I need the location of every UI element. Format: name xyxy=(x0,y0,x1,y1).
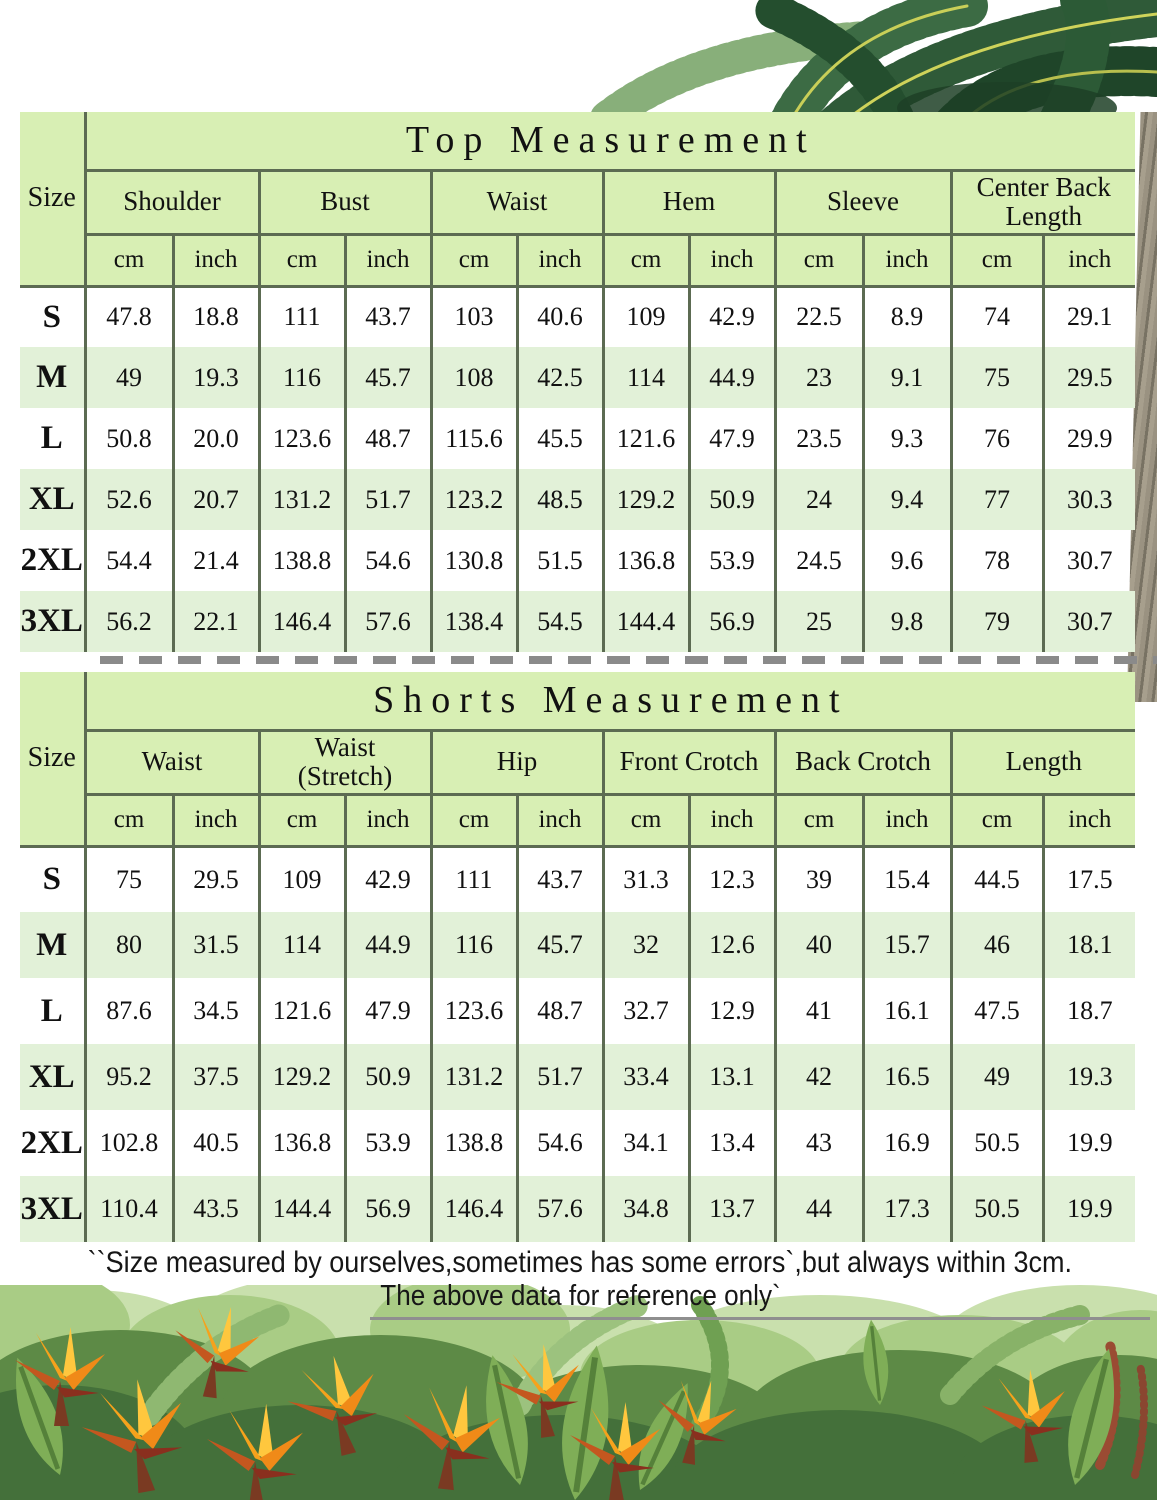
unit-inch-3: inch xyxy=(689,794,775,846)
value-cell: 15.4 xyxy=(863,846,951,912)
value-cell: 123.6 xyxy=(259,408,345,469)
unit-inch-0: inch xyxy=(173,794,259,846)
value-cell: 116 xyxy=(259,347,345,408)
value-cell: 20.0 xyxy=(173,408,259,469)
value-cell: 29.5 xyxy=(1043,347,1135,408)
value-cell: 22.5 xyxy=(775,286,863,347)
group-header-5: Center Back Length xyxy=(951,170,1135,234)
value-cell: 87.6 xyxy=(85,978,173,1044)
unit-inch-3: inch xyxy=(689,234,775,286)
value-cell: 76 xyxy=(951,408,1043,469)
footer-underline xyxy=(370,1317,1150,1320)
unit-cm-1: cm xyxy=(259,234,345,286)
table-row-M xyxy=(20,912,1135,978)
title-row xyxy=(20,672,1135,730)
value-cell: 48.7 xyxy=(517,978,603,1044)
value-cell: 114 xyxy=(259,912,345,978)
value-cell: 19.9 xyxy=(1043,1176,1135,1242)
value-cell: 44.9 xyxy=(689,347,775,408)
value-cell: 43 xyxy=(775,1110,863,1176)
value-cell: 121.6 xyxy=(259,978,345,1044)
footer-line-1-text: ``Size measured by ourselves,sometimes has some errors`,but always within 3cm. xyxy=(87,1246,1073,1279)
value-cell: 80 xyxy=(85,912,173,978)
value-cell: 56.2 xyxy=(85,591,173,652)
value-cell: 21.4 xyxy=(173,530,259,591)
value-cell: 42.9 xyxy=(689,286,775,347)
value-cell: 12.6 xyxy=(689,912,775,978)
value-cell: 146.4 xyxy=(259,591,345,652)
value-cell: 22.1 xyxy=(173,591,259,652)
value-cell: 53.9 xyxy=(345,1110,431,1176)
value-cell: 109 xyxy=(603,286,689,347)
value-cell: 45.7 xyxy=(345,347,431,408)
size-table-0 xyxy=(20,112,1135,652)
size-label-XL: XL xyxy=(28,481,75,517)
table-row-M xyxy=(20,347,1135,408)
table-row-L xyxy=(20,978,1135,1044)
size-label-XL: XL xyxy=(28,1058,75,1095)
value-cell: 110.4 xyxy=(85,1176,173,1242)
value-cell: 23.5 xyxy=(775,408,863,469)
size-label-S: S xyxy=(42,861,61,898)
size-label-2XL: 2XL xyxy=(20,1124,83,1161)
group-header-0: Shoulder xyxy=(85,170,259,234)
value-cell: 50.5 xyxy=(951,1176,1043,1242)
value-cell: 57.6 xyxy=(345,591,431,652)
value-cell: 34.5 xyxy=(173,978,259,1044)
value-cell: 30.7 xyxy=(1043,591,1135,652)
value-cell: 75 xyxy=(85,846,173,912)
value-cell: 42 xyxy=(775,1044,863,1110)
value-cell: 19.3 xyxy=(173,347,259,408)
table-row-S xyxy=(20,286,1135,347)
value-cell: 19.9 xyxy=(1043,1110,1135,1176)
group-header-2: Hip xyxy=(431,730,603,794)
value-cell: 19.3 xyxy=(1043,1044,1135,1110)
footer-line-2 xyxy=(25,1280,1135,1312)
value-cell: 41 xyxy=(775,978,863,1044)
size-label-M: M xyxy=(36,926,68,963)
value-cell: 16.9 xyxy=(863,1110,951,1176)
value-cell: 9.3 xyxy=(863,408,951,469)
value-cell: 121.6 xyxy=(603,408,689,469)
value-cell: 43.7 xyxy=(345,286,431,347)
value-cell: 50.9 xyxy=(689,469,775,530)
value-cell: 12.3 xyxy=(689,846,775,912)
table-title: Top Measurement xyxy=(85,112,1135,170)
group-header-2: Waist xyxy=(431,170,603,234)
value-cell: 9.8 xyxy=(863,591,951,652)
value-cell: 24 xyxy=(775,469,863,530)
value-cell: 45.5 xyxy=(517,408,603,469)
value-cell: 13.7 xyxy=(689,1176,775,1242)
value-cell: 20.7 xyxy=(173,469,259,530)
value-cell: 33.4 xyxy=(603,1044,689,1110)
value-cell: 43.7 xyxy=(517,846,603,912)
unit-cm-2: cm xyxy=(431,794,517,846)
value-cell: 9.1 xyxy=(863,347,951,408)
group-header-4: Back Crotch xyxy=(775,730,951,794)
value-cell: 77 xyxy=(951,469,1043,530)
unit-inch-0: inch xyxy=(173,234,259,286)
unit-inch-4: inch xyxy=(863,794,951,846)
value-cell: 56.9 xyxy=(689,591,775,652)
value-cell: 18.8 xyxy=(173,286,259,347)
value-cell: 131.2 xyxy=(259,469,345,530)
dashed-divider xyxy=(100,656,1157,664)
value-cell: 129.2 xyxy=(259,1044,345,1110)
value-cell: 130.8 xyxy=(431,530,517,591)
value-cell: 114 xyxy=(603,347,689,408)
unit-row xyxy=(20,234,1135,286)
value-cell: 95.2 xyxy=(85,1044,173,1110)
value-cell: 40.5 xyxy=(173,1110,259,1176)
size-label-M: M xyxy=(36,359,68,395)
value-cell: 123.6 xyxy=(431,978,517,1044)
unit-inch-5: inch xyxy=(1043,794,1135,846)
group-header-0: Waist xyxy=(85,730,259,794)
value-cell: 79 xyxy=(951,591,1043,652)
value-cell: 13.1 xyxy=(689,1044,775,1110)
value-cell: 54.6 xyxy=(345,530,431,591)
value-cell: 116 xyxy=(431,912,517,978)
value-cell: 30.7 xyxy=(1043,530,1135,591)
value-cell: 12.9 xyxy=(689,978,775,1044)
value-cell: 44 xyxy=(775,1176,863,1242)
footer-line-1 xyxy=(25,1246,1135,1280)
value-cell: 18.7 xyxy=(1043,978,1135,1044)
group-header-5: Length xyxy=(951,730,1135,794)
unit-inch-1: inch xyxy=(345,794,431,846)
unit-cm-5: cm xyxy=(951,234,1043,286)
value-cell: 54.4 xyxy=(85,530,173,591)
value-cell: 50.9 xyxy=(345,1044,431,1110)
value-cell: 123.2 xyxy=(431,469,517,530)
value-cell: 138.8 xyxy=(431,1110,517,1176)
value-cell: 51.7 xyxy=(517,1044,603,1110)
table-row-L xyxy=(20,408,1135,469)
unit-inch-4: inch xyxy=(863,234,951,286)
value-cell: 54.5 xyxy=(517,591,603,652)
table-row-2XL xyxy=(20,530,1135,591)
unit-cm-0: cm xyxy=(85,234,173,286)
unit-inch-5: inch xyxy=(1043,234,1135,286)
size-column-header: Size xyxy=(20,672,85,846)
value-cell: 115.6 xyxy=(431,408,517,469)
table-title: Shorts Measurement xyxy=(85,672,1135,730)
value-cell: 18.1 xyxy=(1043,912,1135,978)
group-header-1: Waist (Stretch) xyxy=(259,730,431,794)
value-cell: 51.7 xyxy=(345,469,431,530)
top-measurement-table xyxy=(20,112,1137,652)
group-header-row xyxy=(20,170,1135,234)
value-cell: 136.8 xyxy=(259,1110,345,1176)
value-cell: 102.8 xyxy=(85,1110,173,1176)
value-cell: 17.3 xyxy=(863,1176,951,1242)
value-cell: 29.9 xyxy=(1043,408,1135,469)
value-cell: 23 xyxy=(775,347,863,408)
group-header-4: Sleeve xyxy=(775,170,951,234)
size-label-3XL: 3XL xyxy=(20,603,83,639)
value-cell: 34.1 xyxy=(603,1110,689,1176)
value-cell: 47.9 xyxy=(689,408,775,469)
table-row-XL xyxy=(20,1044,1135,1110)
value-cell: 47.9 xyxy=(345,978,431,1044)
value-cell: 40 xyxy=(775,912,863,978)
value-cell: 53.9 xyxy=(689,530,775,591)
value-cell: 108 xyxy=(431,347,517,408)
unit-cm-3: cm xyxy=(603,794,689,846)
value-cell: 32.7 xyxy=(603,978,689,1044)
size-label-2XL: 2XL xyxy=(20,542,83,578)
value-cell: 43.5 xyxy=(173,1176,259,1242)
value-cell: 47.5 xyxy=(951,978,1043,1044)
value-cell: 31.3 xyxy=(603,846,689,912)
value-cell: 40.6 xyxy=(517,286,603,347)
unit-cm-5: cm xyxy=(951,794,1043,846)
value-cell: 31.5 xyxy=(173,912,259,978)
value-cell: 103 xyxy=(431,286,517,347)
value-cell: 30.3 xyxy=(1043,469,1135,530)
title-row xyxy=(20,112,1135,170)
value-cell: 44.9 xyxy=(345,912,431,978)
value-cell: 131.2 xyxy=(431,1044,517,1110)
value-cell: 111 xyxy=(259,286,345,347)
group-header-row xyxy=(20,730,1135,794)
unit-cm-1: cm xyxy=(259,794,345,846)
value-cell: 56.9 xyxy=(345,1176,431,1242)
size-label-L: L xyxy=(40,992,63,1029)
shorts-measurement-table xyxy=(20,672,1137,1242)
value-cell: 146.4 xyxy=(431,1176,517,1242)
value-cell: 144.4 xyxy=(603,591,689,652)
unit-cm-0: cm xyxy=(85,794,173,846)
value-cell: 52.6 xyxy=(85,469,173,530)
group-header-3: Front Crotch xyxy=(603,730,775,794)
value-cell: 109 xyxy=(259,846,345,912)
table-row-2XL xyxy=(20,1110,1135,1176)
value-cell: 57.6 xyxy=(517,1176,603,1242)
value-cell: 17.5 xyxy=(1043,846,1135,912)
unit-inch-1: inch xyxy=(345,234,431,286)
value-cell: 74 xyxy=(951,286,1043,347)
group-header-1: Bust xyxy=(259,170,431,234)
value-cell: 138.8 xyxy=(259,530,345,591)
value-cell: 50.8 xyxy=(85,408,173,469)
size-label-L: L xyxy=(40,420,63,456)
value-cell: 42.9 xyxy=(345,846,431,912)
value-cell: 51.5 xyxy=(517,530,603,591)
table-row-S xyxy=(20,846,1135,912)
size-column-header: Size xyxy=(20,112,85,286)
unit-row xyxy=(20,794,1135,846)
table-row-XL xyxy=(20,469,1135,530)
unit-inch-2: inch xyxy=(517,234,603,286)
unit-inch-2: inch xyxy=(517,794,603,846)
value-cell: 138.4 xyxy=(431,591,517,652)
group-header-3: Hem xyxy=(603,170,775,234)
value-cell: 45.7 xyxy=(517,912,603,978)
value-cell: 42.5 xyxy=(517,347,603,408)
value-cell: 49 xyxy=(951,1044,1043,1110)
value-cell: 13.4 xyxy=(689,1110,775,1176)
value-cell: 37.5 xyxy=(173,1044,259,1110)
value-cell: 29.5 xyxy=(173,846,259,912)
value-cell: 29.1 xyxy=(1043,286,1135,347)
footer-note xyxy=(25,1246,1135,1312)
size-label-S: S xyxy=(42,298,61,335)
value-cell: 9.6 xyxy=(863,530,951,591)
value-cell: 136.8 xyxy=(603,530,689,591)
value-cell: 49 xyxy=(85,347,173,408)
unit-cm-2: cm xyxy=(431,234,517,286)
value-cell: 46 xyxy=(951,912,1043,978)
value-cell: 50.5 xyxy=(951,1110,1043,1176)
table-row-3XL xyxy=(20,1176,1135,1242)
value-cell: 54.6 xyxy=(517,1110,603,1176)
value-cell: 25 xyxy=(775,591,863,652)
size-label-3XL: 3XL xyxy=(20,1190,83,1227)
value-cell: 15.7 xyxy=(863,912,951,978)
unit-cm-4: cm xyxy=(775,234,863,286)
value-cell: 39 xyxy=(775,846,863,912)
table-row-3XL xyxy=(20,591,1135,652)
footer-line-2-text: The above data for reference only` xyxy=(379,1279,781,1312)
value-cell: 32 xyxy=(603,912,689,978)
value-cell: 34.8 xyxy=(603,1176,689,1242)
value-cell: 144.4 xyxy=(259,1176,345,1242)
size-table-1 xyxy=(20,672,1135,1242)
value-cell: 9.4 xyxy=(863,469,951,530)
value-cell: 48.7 xyxy=(345,408,431,469)
unit-cm-3: cm xyxy=(603,234,689,286)
value-cell: 111 xyxy=(431,846,517,912)
value-cell: 16.1 xyxy=(863,978,951,1044)
value-cell: 44.5 xyxy=(951,846,1043,912)
value-cell: 129.2 xyxy=(603,469,689,530)
value-cell: 47.8 xyxy=(85,286,173,347)
value-cell: 24.5 xyxy=(775,530,863,591)
value-cell: 78 xyxy=(951,530,1043,591)
unit-cm-4: cm xyxy=(775,794,863,846)
value-cell: 8.9 xyxy=(863,286,951,347)
value-cell: 48.5 xyxy=(517,469,603,530)
value-cell: 16.5 xyxy=(863,1044,951,1110)
value-cell: 75 xyxy=(951,347,1043,408)
